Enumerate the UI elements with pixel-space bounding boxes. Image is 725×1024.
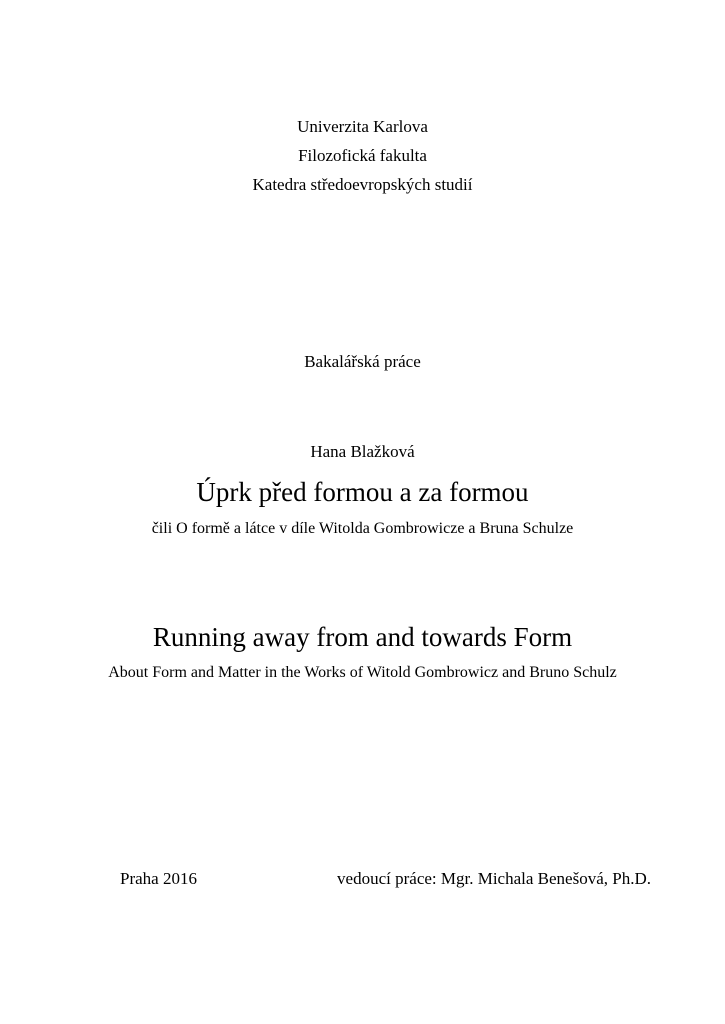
department-name: Katedra středoevropských studií (252, 175, 473, 194)
thesis-subtitle-english: About Form and Matter in the Works of Witold Gombrowicz and Bruno Schulz (108, 664, 617, 681)
thesis-subtitle-czech: čili O formě a látce v díle Witolda Gombrowicze a Bruna Schulze (151, 520, 574, 537)
thesis-title-english: Running away from and towards Form (152, 622, 573, 652)
thesis-title-czech: Úprk před formou a za formou (196, 477, 529, 507)
place-and-year: Praha 2016 (120, 869, 197, 888)
university-name: Univerzita Karlova (297, 117, 428, 136)
supervisor: vedoucí práce: Mgr. Michala Benešová, Ph.D. (337, 869, 651, 888)
faculty-name: Filozofická fakulta (298, 146, 427, 165)
author-name: Hana Blažková (310, 442, 415, 461)
thesis-type: Bakalářská práce (304, 352, 421, 371)
